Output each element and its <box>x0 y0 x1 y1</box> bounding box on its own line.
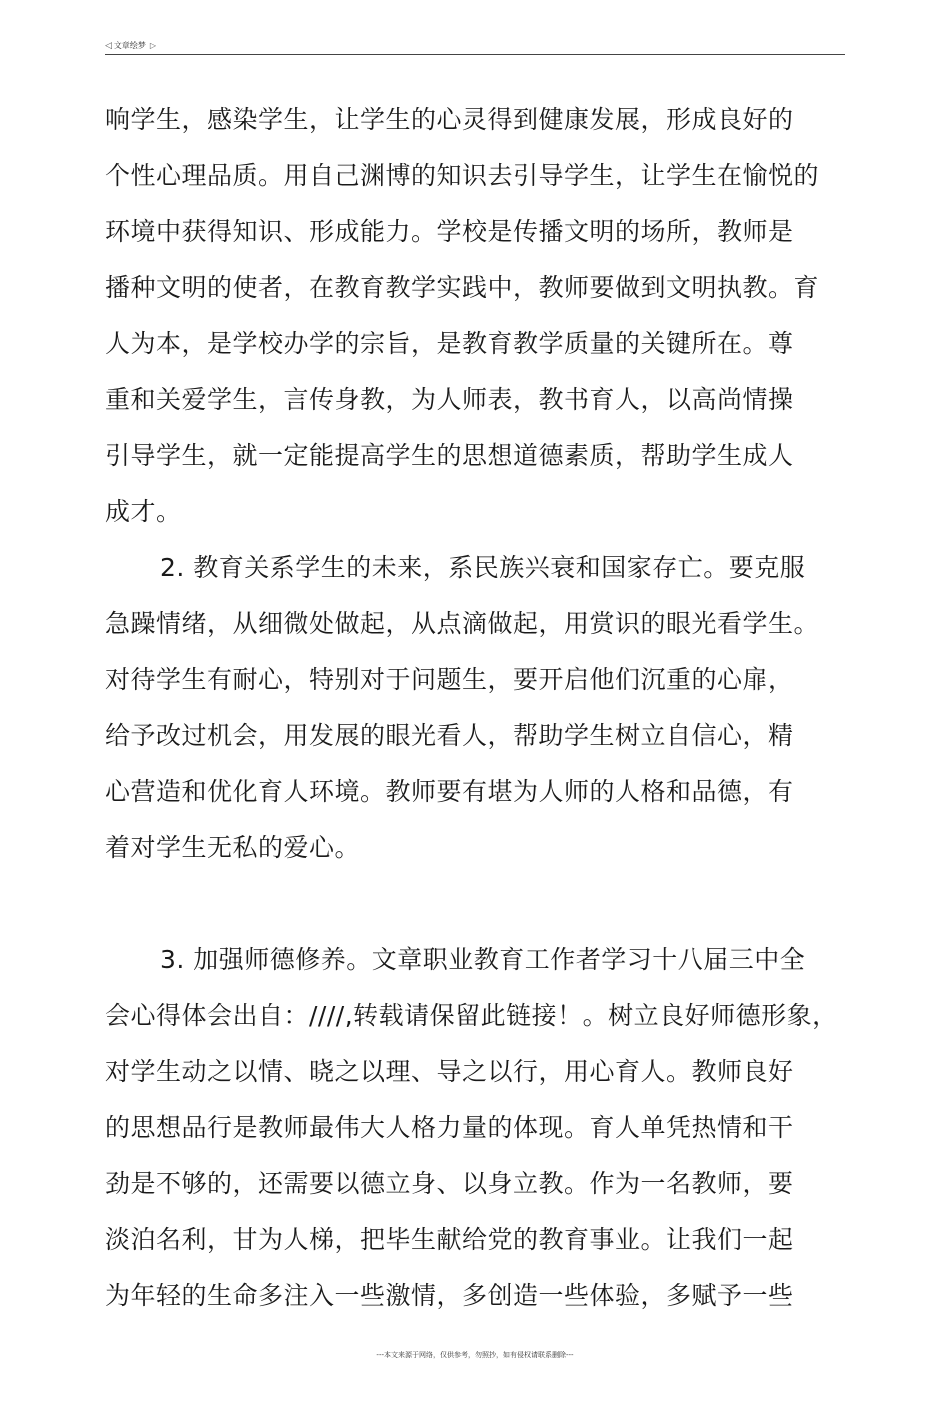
text-line: 响学生，感染学生，让学生的心灵得到健康发展，形成良好的 <box>105 105 794 134</box>
text-line: 成才。 <box>105 497 182 526</box>
text-line: 环境中获得知识、形成能力。学校是传播文明的场所，教师是 <box>105 217 794 246</box>
text-line: 淡泊名利，甘为人梯，把毕生献给党的教育事业。让我们一起 <box>105 1225 794 1254</box>
document-body <box>105 92 865 1324</box>
triangle-right-icon: ▷ <box>149 41 157 50</box>
page-footer: ---本文来源于网络，仅供参考，勿照抄，如有侵权请联系删除--- <box>376 1351 574 1359</box>
paragraph-spacer <box>105 876 865 932</box>
text-line: 2. 教育关系学生的未来，系民族兴衰和国家存亡。要克服 <box>160 553 806 582</box>
text-line: 3. 加强师德修养。文章职业教育工作者学习十八届三中全 <box>160 945 806 974</box>
text-line: 急躁情绪，从细微处做起，从点滴做起，用赏识的眼光看学生。 <box>105 609 820 638</box>
text-line: 播种文明的使者，在教育教学实践中，教师要做到文明执教。育 <box>105 273 820 302</box>
text-line: 的思想品行是教师最伟大人格力量的体现。育人单凭热情和干 <box>105 1113 794 1142</box>
text-line: 对待学生有耐心，特别对于问题生，要开启他们沉重的心扉， <box>105 665 794 694</box>
text-line: 对学生动之以情、晓之以理、导之以行，用心育人。教师良好 <box>105 1057 794 1086</box>
page-header <box>105 38 845 54</box>
text-line: 人为本，是学校办学的宗旨，是教育教学质量的关键所在。尊 <box>105 329 794 358</box>
text-line: 劲是不够的，还需要以德立身、以身立教。作为一名教师，要 <box>105 1169 794 1198</box>
text-line: 心营造和优化育人环境。教师要有堪为人师的人格和品德，有 <box>105 777 794 806</box>
text-line: 着对学生无私的爱心。 <box>105 833 361 862</box>
header-divider <box>105 54 845 55</box>
text-line: 会心得体会出自：////,转载请保留此链接！。树立良好师德形象， <box>105 1001 838 1030</box>
text-line: 给予改过机会，用发展的眼光看人，帮助学生树立自信心，精 <box>105 721 794 750</box>
text-line: 个性心理品质。用自己渊博的知识去引导学生，让学生在愉悦的 <box>105 161 820 190</box>
text-line: 引导学生，就一定能提高学生的思想道德素质，帮助学生成人 <box>105 441 794 470</box>
text-line: 为年轻的生命多注入一些激情，多创造一些体验，多赋予一些 <box>105 1281 794 1310</box>
triangle-left-icon: ◁ <box>105 41 112 51</box>
header-title: 文章绘梦 <box>113 41 146 50</box>
text-line: 重和关爱学生，言传身教，为人师表，教书育人，以高尚情操 <box>105 385 794 414</box>
